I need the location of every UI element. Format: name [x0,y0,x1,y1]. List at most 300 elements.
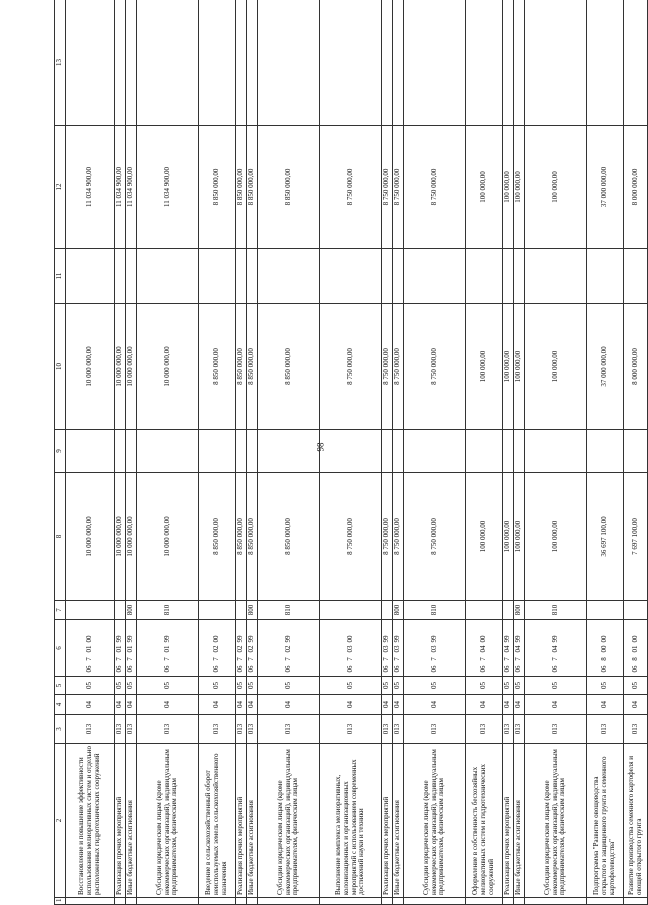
subsection-code: 05 [236,677,247,695]
amount-col-8: 100 000,00 [466,473,503,601]
amount-col-9 [236,430,247,473]
code-part: 8 [600,657,609,661]
code-part: 01 [630,645,639,653]
amount-col-9 [199,430,236,473]
code-part: 00 [600,635,609,643]
code-part: 02 [283,645,292,653]
amount-col-12: 100 000,00 [466,126,503,249]
code-part: 99 [382,635,391,643]
amount-col-12: 8 750 000,00 [320,126,382,249]
code-part: 06 [600,665,609,673]
amount-col-13 [320,0,382,126]
code-part: 7 [429,657,438,661]
rotated-budget-table-page [54,0,643,905]
row-name: Реализация прочих мероприятий [236,744,247,898]
row-name: Иные бюджетные ассигнования [514,744,525,898]
code-part: 7 [212,657,221,661]
ministry-code: 013 [514,715,525,744]
subsection-code: 05 [66,677,115,695]
target-article-code [382,620,393,677]
amount-col-13 [199,0,236,126]
row-number-cell [247,898,258,905]
table-row [382,0,393,905]
amount-col-13 [236,0,247,126]
section-code: 04 [404,695,466,715]
amount-col-9 [137,430,199,473]
section-code: 04 [115,695,126,715]
amount-col-8: 100 000,00 [514,473,525,601]
code-part: 7 [247,657,256,661]
expense-type-code: 810 [258,601,320,620]
amount-col-12: 8 850 000,00 [247,126,258,249]
ministry-code: 013 [587,715,624,744]
row-name: Реализация прочих мероприятий [382,744,393,898]
code-part: 99 [162,635,171,643]
code-part: 06 [247,665,256,673]
code-part: 7 [382,657,391,661]
amount-col-11 [404,249,466,304]
code-part: 7 [393,657,402,661]
code-part: 06 [550,665,559,673]
code-part: 01 [126,645,135,653]
code-part: 7 [503,657,512,661]
code-part: 04 [479,645,488,653]
section-code: 04 [137,695,199,715]
amount-col-9 [66,430,115,473]
expense-type-code: 800 [514,601,525,620]
subsection-code: 05 [382,677,393,695]
subsection-code: 05 [624,677,648,695]
amount-col-10: 8 850 000,00 [236,304,247,430]
target-article-code [126,620,137,677]
expense-type-code: 810 [525,601,587,620]
subsection-code: 05 [466,677,503,695]
code-part: 7 [479,657,488,661]
row-name: Выполнение комплекса мелиоративных, колонизационных и организационных мероприятий с использованием современных достижений науки и техники [320,744,382,898]
amount-col-13 [503,0,514,126]
ministry-code: 013 [466,715,503,744]
expense-type-code [503,601,514,620]
column-header: 10 [55,304,66,430]
amount-col-10: 100 000,00 [514,304,525,430]
row-name: Иные бюджетные ассигнования [247,744,258,898]
code-part: 06 [503,665,512,673]
row-number-cell [199,898,236,905]
code-part: 01 [115,645,124,653]
amount-col-10: 8 000 000,00 [624,304,648,430]
code-part: 7 [126,657,135,661]
row-number-cell [624,898,648,905]
expense-type-code: 800 [126,601,137,620]
amount-col-13 [382,0,393,126]
expense-type-code [66,601,115,620]
column-header: 8 [55,473,66,601]
row-number-cell [404,898,466,905]
subsection-code: 05 [525,677,587,695]
amount-col-10: 37 000 000,00 [587,304,624,430]
expense-type-code [466,601,503,620]
column-header: 6 [55,620,66,677]
ministry-code: 013 [115,715,126,744]
amount-col-13 [258,0,320,126]
page-number: 98 [315,442,326,452]
amount-col-9 [382,430,393,473]
amount-col-8: 8 850 000,00 [199,473,236,601]
table-row [514,0,525,905]
amount-col-11 [624,249,648,304]
amount-col-12: 8 850 000,00 [199,126,236,249]
ministry-code: 013 [404,715,466,744]
ministry-code: 013 [320,715,382,744]
code-part: 06 [382,665,391,673]
target-article-code [503,620,514,677]
code-part: 06 [514,665,523,673]
amount-col-12: 11 034 900,00 [115,126,126,249]
amount-col-8: 10 000 000,00 [126,473,137,601]
amount-col-11 [503,249,514,304]
amount-col-12: 100 000,00 [503,126,514,249]
code-part: 00 [479,635,488,643]
amount-col-13 [466,0,503,126]
code-part: 03 [382,645,391,653]
amount-col-9 [514,430,525,473]
code-part: 7 [85,657,94,661]
section-code: 04 [320,695,382,715]
amount-col-11 [587,249,624,304]
ministry-code: 013 [137,715,199,744]
expense-type-code [382,601,393,620]
code-part: 99 [503,635,512,643]
code-part: 06 [479,665,488,673]
amount-col-11 [258,249,320,304]
amount-col-8: 8 750 000,00 [382,473,393,601]
amount-col-8: 100 000,00 [503,473,514,601]
amount-col-12: 8 000 000,00 [624,126,648,249]
ministry-code: 013 [393,715,404,744]
column-header: 4 [55,695,66,715]
column-header: 9 [55,430,66,473]
subsection-code: 05 [393,677,404,695]
amount-col-11 [236,249,247,304]
code-part: 8 [630,657,639,661]
code-part: 03 [345,645,354,653]
code-part: 00 [345,635,354,643]
code-part: 04 [503,645,512,653]
target-article-code [587,620,624,677]
amount-col-8: 36 697 100,00 [587,473,624,601]
section-code: 04 [624,695,648,715]
table-row [258,0,320,905]
expense-type-code [587,601,624,620]
column-header: 2 [55,744,66,898]
amount-col-9 [320,430,382,473]
code-part: 06 [393,665,402,673]
amount-col-9 [126,430,137,473]
expense-type-code: 810 [137,601,199,620]
code-part: 00 [600,645,609,653]
code-part: 06 [429,665,438,673]
ministry-code: 013 [258,715,320,744]
code-part: 06 [212,665,221,673]
target-article-code [320,620,382,677]
amount-col-12: 8 850 000,00 [258,126,320,249]
section-code: 04 [258,695,320,715]
row-name: Иные бюджетные ассигнования [126,744,137,898]
code-part: 99 [115,635,124,643]
row-number-cell [320,898,382,905]
table-row [393,0,404,905]
code-part: 99 [514,635,523,643]
row-number-cell [466,898,503,905]
expense-type-code [624,601,648,620]
table-row [525,0,587,905]
amount-col-10: 10 000 000,00 [137,304,199,430]
ministry-code: 013 [199,715,236,744]
target-article-code [115,620,126,677]
amount-col-8: 7 697 100,00 [624,473,648,601]
amount-col-12: 11 034 900,00 [126,126,137,249]
code-part: 99 [126,635,135,643]
amount-col-13 [126,0,137,126]
code-part: 06 [236,665,245,673]
amount-col-12: 8 750 000,00 [382,126,393,249]
table-row [247,0,258,905]
code-part: 7 [283,657,292,661]
subsection-code: 05 [137,677,199,695]
target-article-code [525,620,587,677]
amount-col-12: 100 000,00 [525,126,587,249]
target-article-code [393,620,404,677]
amount-col-11 [66,249,115,304]
table-row [624,0,648,905]
column-header: 12 [55,126,66,249]
section-code: 04 [587,695,624,715]
code-part: 02 [247,645,256,653]
ministry-code: 013 [503,715,514,744]
code-part: 02 [236,645,245,653]
target-article-code [466,620,503,677]
amount-col-11 [466,249,503,304]
amount-col-11 [126,249,137,304]
code-part: 99 [429,635,438,643]
section-code: 04 [126,695,137,715]
row-number-cell [258,898,320,905]
table-row [466,0,503,905]
amount-col-10: 8 850 000,00 [199,304,236,430]
target-article-code [247,620,258,677]
row-name: Реализация прочих мероприятий [503,744,514,898]
amount-col-11 [382,249,393,304]
row-name: Развитие производства семенного картофеля и овощей открытого грунта [624,744,648,898]
row-number-cell [382,898,393,905]
table-row [503,0,514,905]
amount-col-8: 100 000,00 [525,473,587,601]
row-name: Субсидии юридическим лицам (кроме некоммерческих организаций), индивидуальным предпринимателям, физическим лицам [258,744,320,898]
table-row [126,0,137,905]
amount-col-11 [525,249,587,304]
target-article-code [624,620,648,677]
ministry-code: 013 [382,715,393,744]
column-header: 5 [55,677,66,695]
table-row [66,0,115,905]
section-code: 04 [199,695,236,715]
target-article-code [236,620,247,677]
target-article-code [199,620,236,677]
subsection-code: 05 [503,677,514,695]
target-article-code [66,620,115,677]
amount-col-13 [66,0,115,126]
column-header: 13 [55,0,66,126]
code-part: 06 [85,665,94,673]
code-part: 06 [283,665,292,673]
subsection-code: 05 [247,677,258,695]
expense-type-code [199,601,236,620]
row-number-cell [137,898,199,905]
code-part: 99 [247,635,256,643]
amount-col-11 [393,249,404,304]
amount-col-10: 10 000 000,00 [115,304,126,430]
table-row [320,0,382,905]
code-part: 06 [162,665,171,673]
row-name: Субсидии юридическим лицам (кроме некоммерческих организаций), индивидуальным предпринимателям, физическим лицам [137,744,199,898]
section-code: 04 [247,695,258,715]
ministry-code: 013 [624,715,648,744]
code-part: 03 [393,645,402,653]
amount-col-9 [503,430,514,473]
amount-col-8: 10 000 000,00 [137,473,199,601]
row-number-cell [126,898,137,905]
amount-col-10: 8 750 000,00 [382,304,393,430]
amount-col-13 [247,0,258,126]
subsection-code: 05 [320,677,382,695]
amount-col-11 [137,249,199,304]
row-number-cell [115,898,126,905]
amount-col-9 [624,430,648,473]
amount-col-8: 8 850 000,00 [236,473,247,601]
target-article-code [404,620,466,677]
code-part: 04 [550,645,559,653]
section-code: 04 [382,695,393,715]
target-article-code [258,620,320,677]
code-part: 99 [393,635,402,643]
code-part: 06 [126,665,135,673]
amount-col-8: 8 850 000,00 [247,473,258,601]
amount-col-10: 100 000,00 [503,304,514,430]
row-name: Иные бюджетные ассигнования [393,744,404,898]
subsection-code: 05 [258,677,320,695]
amount-col-9 [587,430,624,473]
code-part: 01 [162,645,171,653]
row-number-cell [587,898,624,905]
code-part: 02 [212,645,221,653]
section-code: 04 [466,695,503,715]
ministry-code: 013 [247,715,258,744]
table-row [115,0,126,905]
amount-col-8: 8 750 000,00 [320,473,382,601]
expense-type-code: 800 [393,601,404,620]
amount-col-8: 8 850 000,00 [258,473,320,601]
amount-col-10: 8 850 000,00 [258,304,320,430]
ministry-code: 013 [126,715,137,744]
row-number-cell [393,898,404,905]
section-code: 04 [393,695,404,715]
amount-col-12: 11 034 900,00 [66,126,115,249]
row-number-cell [514,898,525,905]
expense-type-code [320,601,382,620]
subsection-code: 05 [115,677,126,695]
amount-col-9 [525,430,587,473]
amount-col-11 [320,249,382,304]
ministry-code: 013 [525,715,587,744]
amount-col-10: 10 000 000,00 [126,304,137,430]
table-row [404,0,466,905]
column-header: 11 [55,249,66,304]
code-part: 7 [162,657,171,661]
code-part: 99 [236,635,245,643]
amount-col-10: 8 850 000,00 [247,304,258,430]
amount-col-13 [514,0,525,126]
amount-col-12: 11 034 900,00 [137,126,199,249]
code-part: 00 [630,635,639,643]
code-part: 00 [212,635,221,643]
expense-type-code: 810 [404,601,466,620]
amount-col-12: 8 750 000,00 [393,126,404,249]
code-part: 7 [514,657,523,661]
code-part: 99 [283,635,292,643]
amount-col-12: 8 750 000,00 [404,126,466,249]
amount-col-8: 8 750 000,00 [404,473,466,601]
amount-col-11 [199,249,236,304]
code-part: 00 [85,635,94,643]
amount-col-13 [137,0,199,126]
amount-col-11 [115,249,126,304]
target-article-code [137,620,199,677]
amount-col-13 [624,0,648,126]
table-row [137,0,199,905]
expense-type-code [236,601,247,620]
code-part: 7 [236,657,245,661]
amount-col-11 [247,249,258,304]
amount-col-12: 100 000,00 [514,126,525,249]
amount-col-13 [525,0,587,126]
code-part: 99 [550,635,559,643]
row-name: Подпрограмма "Развитие овощеводства открытого и защищенного грунта и семенного картофелеводства" [587,744,624,898]
code-part: 03 [429,645,438,653]
column-header: 1 [55,898,66,905]
column-number-row [55,0,66,905]
amount-col-10: 8 750 000,00 [320,304,382,430]
table-row [199,0,236,905]
amount-col-8: 10 000 000,00 [115,473,126,601]
section-code: 04 [514,695,525,715]
section-code: 04 [66,695,115,715]
amount-col-9 [466,430,503,473]
amount-col-11 [514,249,525,304]
amount-col-9 [247,430,258,473]
amount-col-10: 100 000,00 [525,304,587,430]
amount-col-10: 100 000,00 [466,304,503,430]
amount-col-12: 8 850 000,00 [236,126,247,249]
code-part: 7 [550,657,559,661]
row-name: Восстановление и повышение эффективности использования мелиоративных систем и отдельно расположенных гидротехнических сооружений [66,744,115,898]
subsection-code: 05 [199,677,236,695]
subsection-code: 05 [514,677,525,695]
section-code: 04 [503,695,514,715]
expense-type-code [115,601,126,620]
amount-col-9 [258,430,320,473]
table-row [587,0,624,905]
ministry-code: 013 [236,715,247,744]
